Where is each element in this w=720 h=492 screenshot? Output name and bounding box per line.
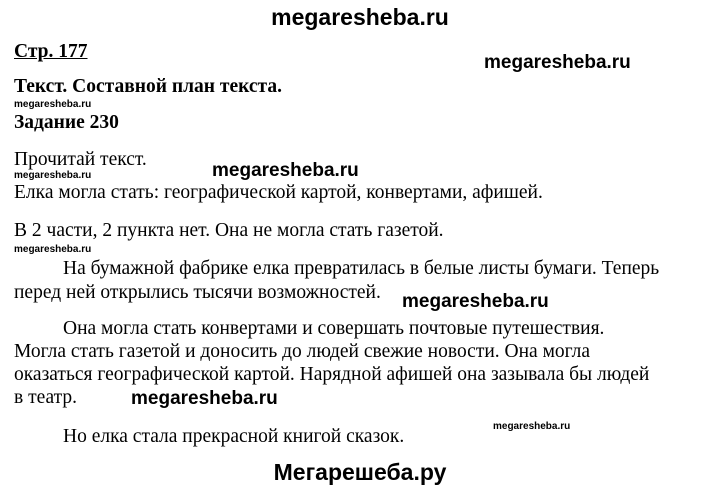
- topic-title: Текст. Составной план текста.: [14, 76, 282, 97]
- text-line-7: Могла стать газетой и доносить до людей свежие новости. Она могла: [14, 341, 591, 362]
- text-line-10: Но елка стала прекрасной книгой сказок.: [63, 426, 405, 447]
- watermark-top: megaresheba.ru: [271, 4, 449, 30]
- watermark-small-2: megaresheba.ru: [14, 170, 92, 181]
- watermark-bottom: Мегарешеба.ру: [273, 459, 447, 485]
- text-line-3: В 2 части, 2 пункта нет. Она не могла стать газетой.: [14, 220, 444, 241]
- watermark-small-1: megaresheba.ru: [14, 99, 92, 110]
- text-line-2: Елка могла стать: географической картой, конвертами, афишей.: [14, 182, 543, 203]
- text-line-9: в театр.: [14, 387, 78, 408]
- watermark-right-middle: megaresheba.ru: [402, 291, 549, 312]
- watermark-small-4: megaresheba.ru: [493, 421, 571, 432]
- watermark-right-upper: megaresheba.ru: [484, 52, 631, 73]
- text-line-6: Она могла стать конвертами и совершать почтовые путешествия.: [63, 318, 605, 339]
- task-title: Задание 230: [14, 112, 119, 133]
- text-line-1: Прочитай текст.: [14, 149, 147, 170]
- watermark-middle: megaresheba.ru: [212, 160, 359, 181]
- text-line-8: оказаться географической картой. Нарядной афишей она зазывала бы людей: [14, 364, 650, 385]
- text-line-4: На бумажной фабрике елка превратилась в белые листы бумаги. Теперь: [63, 258, 660, 279]
- watermark-small-3: megaresheba.ru: [14, 244, 92, 255]
- page-number: Стр. 177: [14, 41, 88, 62]
- watermark-lower-left: megaresheba.ru: [131, 388, 278, 409]
- text-line-5: перед ней открылись тысячи возможностей.: [14, 282, 381, 303]
